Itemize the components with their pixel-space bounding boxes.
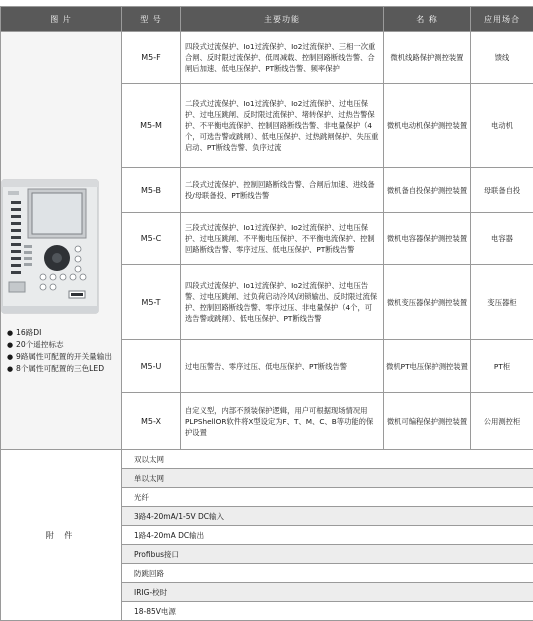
model-cell: M5-T (122, 265, 181, 340)
name-cell: 微机PT电压保护测控装置 (384, 340, 471, 393)
function-cell: 二段式过流保护、控制回路断线告警、合闸后加速、进线备投/母联备投、PT断线告警 (181, 168, 384, 213)
feature-item: ● 9路属性可配置的开关量输出 (7, 351, 121, 363)
function-cell: 四段式过流保护、Io1过流保护、Io2过流保护、三相一次重合闸、反时限过流保护、低周减载、控制回路断线告警、合闸后加速、低电压保护、PT断线告警、频率保护 (181, 32, 384, 84)
accessory-item: 光纤 (122, 488, 533, 507)
application-cell: 公用测控柜 (471, 393, 533, 450)
model-cell: M5-C (122, 213, 181, 265)
accessory-row (1, 450, 533, 469)
accessory-item: 单以太网 (122, 469, 533, 488)
header-model: 型 号 (122, 7, 181, 32)
table-row (1, 32, 533, 84)
name-cell: 微机可编程保护测控装置 (384, 393, 471, 450)
function-cell: 过电压警告、零序过压、低电压保护、PT断线告警 (181, 340, 384, 393)
name-cell: 微机变压器保护测控装置 (384, 265, 471, 340)
function-cell: 三段式过流保护、Io1过流保护、Io2过流保护、过电压保护、过电压跳闸、不平衡电压保护、不平衡电流保护、控制回路断线告警、零序过压、低电压保护、PT断线告警 (181, 213, 384, 265)
accessory-item: 防跳回路 (122, 564, 533, 583)
header-function: 主要功能 (181, 7, 384, 32)
function-cell: 自定义型，内部不预装保护逻辑，用户可根据现场情况用PLPShellOR软件将X型设定为F、T、M、C、B等功能的保护设置 (181, 393, 384, 450)
name-cell: 微机线路保护测控装置 (384, 32, 471, 84)
name-cell: 微机电动机保护测控装置 (384, 84, 471, 168)
model-cell: M5-X (122, 393, 181, 450)
accessories-label: 附 件 (1, 450, 122, 621)
model-cell: M5-M (122, 84, 181, 168)
model-cell: M5-U (122, 340, 181, 393)
header-application: 应用场合 (471, 7, 533, 32)
application-cell: 母联备自投 (471, 168, 533, 213)
function-cell: 二段式过流保护、Io1过流保护、Io2过流保护、过电压保护、过电压跳闸、反时限过流保护、堵转保护、过热告警保护、不平衡电流保护、控制回路断线告警、非电量保护（4个，可选告警或跳闸）、低电压保护、过热跳闸保护、失压重启动、PT断线告警、负序过流 (181, 84, 384, 168)
picture-cell (1, 32, 122, 450)
application-cell: 电容器 (471, 213, 533, 265)
feature-item: ● 8个属性可配置的三色LED (7, 363, 121, 375)
feature-list (7, 327, 121, 375)
function-cell: 四段式过流保护、Io1过流保护、Io2过流保护、过电压告警、过电压跳闸、过负荷启动冷风\闭锁输出、反时限过流保护、控制回路断线告警、零序过压、非电量保护（4个，可选告警或跳闸）、低电压保护、PT断线告警 (181, 265, 384, 340)
name-cell: 微机电容器保护测控装置 (384, 213, 471, 265)
protection-relay-device-image (1, 179, 99, 314)
model-cell: M5-B (122, 168, 181, 213)
accessory-item: IRIG-校时 (122, 583, 533, 602)
feature-item: ● 16路DI (7, 327, 121, 339)
application-cell: 变压器柜 (471, 265, 533, 340)
product-table (0, 6, 533, 621)
accessory-item: 双以太网 (122, 450, 533, 469)
application-cell: 馈线 (471, 32, 533, 84)
application-cell: 电动机 (471, 84, 533, 168)
model-cell: M5-F (122, 32, 181, 84)
name-cell: 微机备自投保护测控装置 (384, 168, 471, 213)
application-cell: PT柜 (471, 340, 533, 393)
feature-item: ● 20个遥控标志 (7, 339, 121, 351)
table-header (1, 7, 533, 32)
accessory-item: 1路4-20mA DC输出 (122, 526, 533, 545)
header-name: 名 称 (384, 7, 471, 32)
header-picture: 图 片 (1, 7, 122, 32)
accessory-item: 3路4-20mA/1-5V DC输入 (122, 507, 533, 526)
accessory-item: 18-85V电源 (122, 602, 533, 621)
accessory-item: Profibus接口 (122, 545, 533, 564)
